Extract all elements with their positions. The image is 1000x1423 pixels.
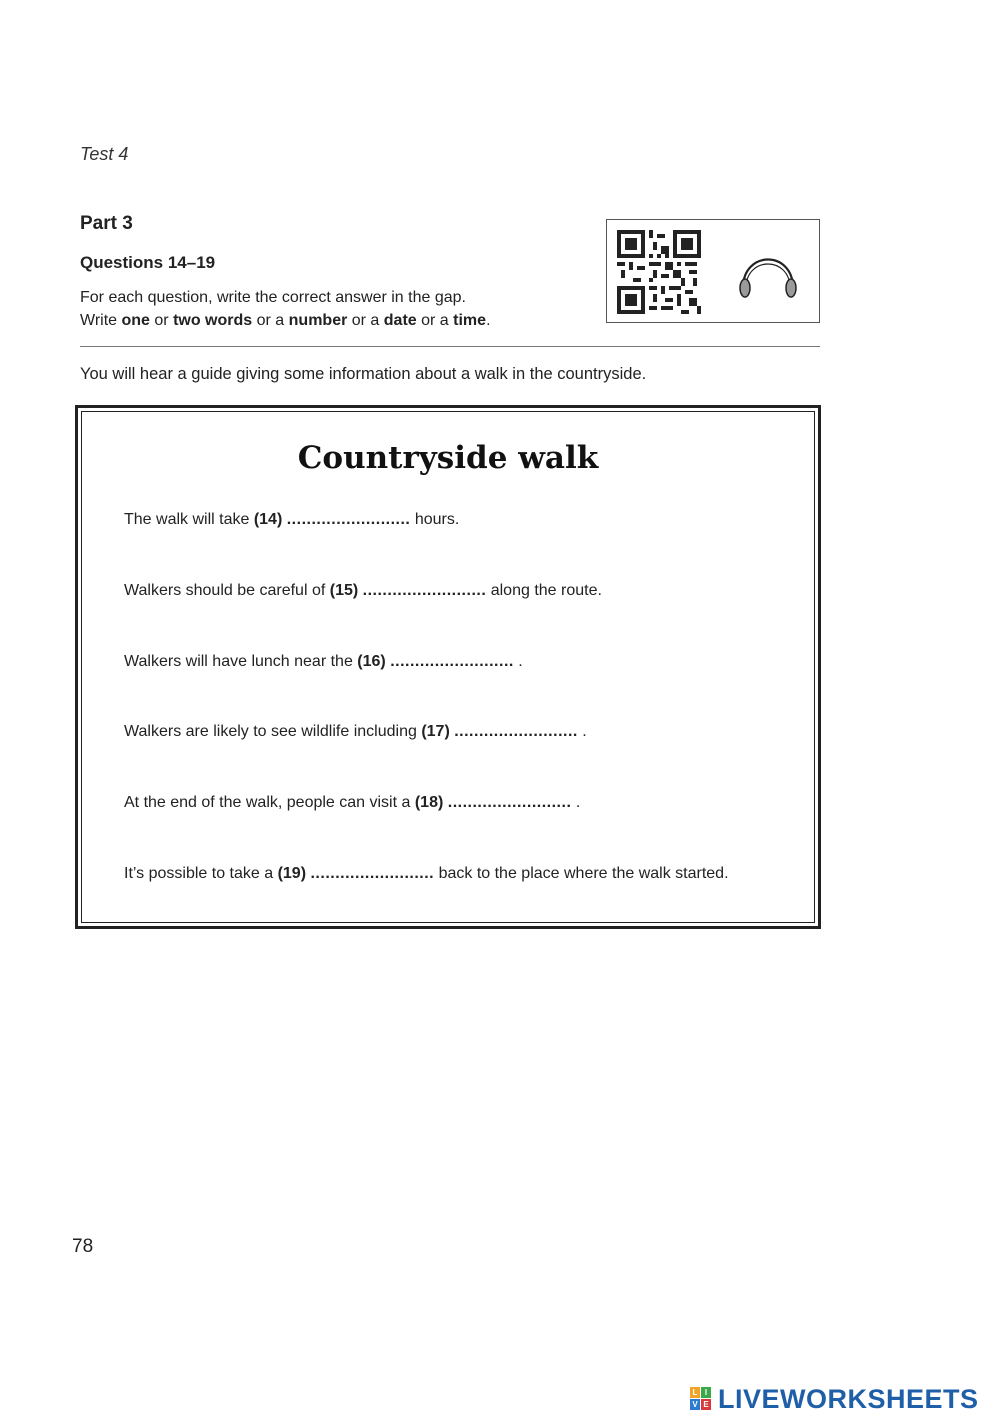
test-label: Test 4 (80, 144, 129, 164)
answer-gap-14[interactable]: ......................... (286, 511, 411, 528)
answer-gap-17[interactable]: ......................... (454, 723, 578, 740)
question-15: Walkers should be careful of (15) ......................... along the route. (124, 582, 602, 599)
answer-gap-16[interactable]: ......................... (390, 653, 514, 670)
answer-gap-15[interactable]: ......................... (362, 582, 487, 599)
liveworksheets-icon: L I V E (690, 1387, 712, 1411)
instruction-line-2: Write one or two words or a number or a date or a time. (80, 312, 491, 329)
page-number: 78 (72, 1236, 94, 1257)
answer-gap-18[interactable]: ......................... (447, 794, 572, 811)
headphones-icon (733, 238, 803, 308)
part-title: Part 3 (80, 213, 133, 234)
task-frame-inner (81, 411, 815, 923)
task-intro: You will hear a guide giving some information about a walk in the countryside. (80, 365, 647, 383)
task-title: Countryside walk (297, 440, 599, 476)
question-19: It’s possible to take a (19) ......................... back to the place where the walk started. (124, 865, 729, 882)
questions-range: Questions 14–19 (80, 253, 216, 272)
task-frame (75, 405, 821, 929)
qr-code-icon[interactable] (617, 230, 701, 314)
question-17: Walkers are likely to see wildlife including (17) ......................... . (124, 723, 587, 740)
question-16: Walkers will have lunch near the (16) ......................... . (124, 653, 523, 670)
liveworksheets-logo[interactable] (690, 1384, 990, 1414)
answer-gap-19[interactable]: ......................... (310, 865, 435, 882)
audio-media-box (606, 219, 820, 323)
liveworksheets-text: LIVEWORKSHEETS (718, 1384, 979, 1414)
question-14: The walk will take (14) ......................... hours. (124, 511, 460, 528)
question-18: At the end of the walk, people can visit a (18) ......................... . (124, 794, 581, 811)
section-divider (80, 346, 820, 347)
instruction-line-1: For each question, write the correct answer in the gap. (80, 289, 466, 306)
